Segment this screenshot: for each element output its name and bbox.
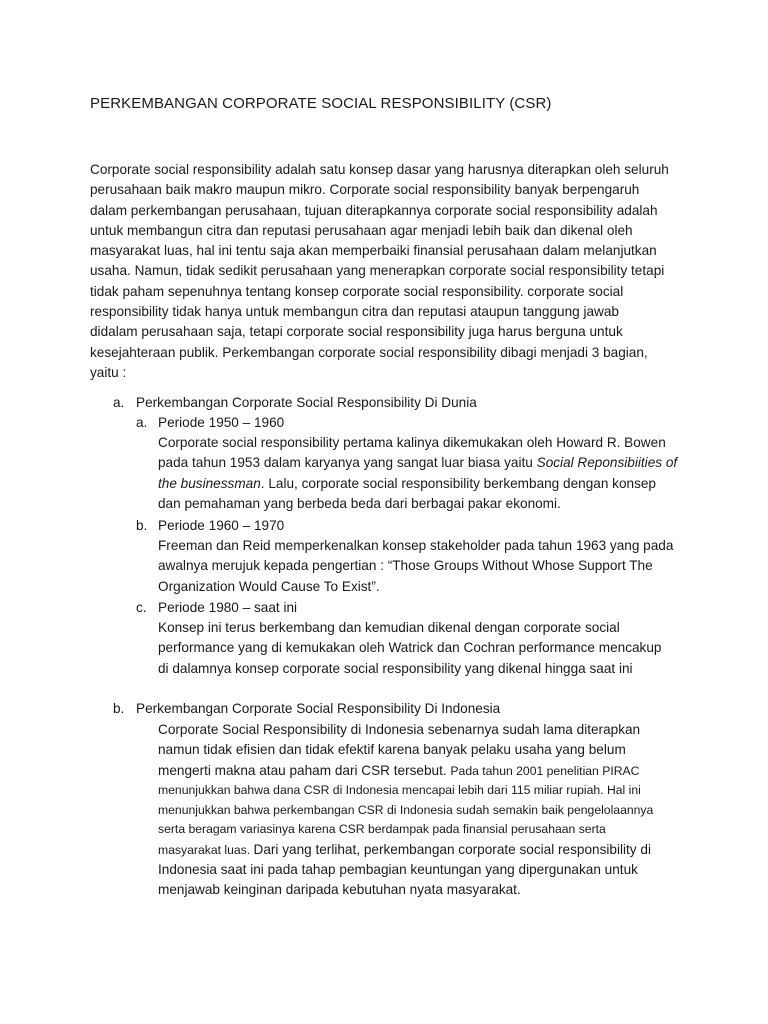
intro-line: tidak paham sepenuhnya tentang konsep corporate social responsibility. corporate social: [90, 283, 624, 299]
period-1-marker: a.: [136, 415, 148, 430]
intro-line: kesejahteraan publik. Perkembangan corporate social responsibility dibagi menjadi 3 bagian,: [90, 344, 648, 360]
intro-line: usaha. Namun, tidak sedikit perusahaan yang menerapkan corporate social responsibility tetapi: [90, 263, 665, 279]
intro-line: didalam perusahaan saja, tetapi corporate social responsibility juga harus berguna untuk: [90, 324, 623, 340]
section-b-line: menunjukkan bahwa dana CSR di Indonesia mencapai lebih dari 115 miliar rupiah. Hal ini: [158, 783, 641, 798]
intro-paragraph: [90, 160, 690, 383]
section-b-marker: b.: [113, 701, 125, 716]
period-1-line: [158, 453, 677, 473]
section-b-line-text: mengerti makna atau paham dari CSR tersebut.: [158, 762, 451, 778]
period-1-body: [158, 433, 677, 514]
section-b-line: namun tidak efisien dan tidak efektif karena banyak pelaku usaha yang belum: [158, 742, 626, 758]
period-2-line: Freeman dan Reid memperkenalkan konsep stakeholder pada tahun 1963 yang pada: [158, 538, 674, 553]
period-1-line: dan pemahaman yang berbeda beda dari berbagai pakar ekonomi.: [158, 495, 561, 511]
period-2-line: Organization Would Cause To Exist”.: [158, 578, 380, 594]
period-3-heading: Periode 1980 – saat ini: [158, 600, 298, 615]
section-b-line: menunjukkan bahwa perkembangan CSR di Indonesia sudah semakin baik pengelolaannya: [158, 802, 654, 817]
period-3-line: Konsep ini terus berkembang dan kemudian dikenal dengan corporate social: [158, 620, 620, 635]
period-3-marker: c.: [136, 600, 147, 615]
section-b-line: [158, 761, 653, 782]
intro-line: perusahaan baik makro maupun mikro. Corporate social responsibility banyak berpengaruh: [90, 182, 640, 198]
period-1-line: [158, 474, 677, 494]
section-b-body: [158, 720, 653, 901]
section-a-marker: a.: [113, 395, 125, 410]
book-title-italic: the businessman: [158, 475, 261, 491]
intro-line: yaitu :: [90, 364, 127, 380]
section-b-line-text-small: masyarakat luas.: [158, 842, 254, 857]
page-title: PERKEMBANGAN CORPORATE SOCIAL RESPONSIBILITY (CSR): [90, 95, 552, 112]
period-3-line: performance yang di kemukakan oleh Watrick dan Cochran performance mencakup: [158, 640, 662, 656]
section-b-line: serta beragam variasinya karena CSR berdampak pada finansial perusahaan serta: [158, 822, 606, 837]
period-2-marker: b.: [136, 518, 148, 533]
section-b-line: [158, 840, 653, 861]
period-1-heading: Periode 1950 – 1960: [158, 415, 285, 430]
section-b-line: Indonesia saat ini pada tahap pembagian keuntungan yang dipergunakan untuk: [158, 862, 638, 878]
intro-line: Corporate social responsibility adalah satu konsep dasar yang harusnya diterapkan oleh seluruh: [90, 162, 669, 177]
book-title-italic: Social Reponsibiities of: [536, 455, 678, 471]
period-2-body: [158, 536, 673, 597]
section-b-line: Corporate Social Responsibility di Indonesia sebenarnya sudah lama diterapkan: [158, 722, 641, 737]
section-b-line-text: Dari yang terlihat, perkembangan corporate social responsibility di: [253, 841, 651, 857]
section-b-line-text-small: Pada tahun 2001 penelitian PIRAC: [450, 763, 640, 778]
intro-line: responsibility tidak hanya untuk membangun citra dan reputasi ataupun tanggung jawab: [90, 304, 619, 320]
intro-line: masyarakat luas, hal ini tentu saja akan memperbaiki finansial perusahaan dalam melanjutkan: [90, 243, 657, 259]
period-1-line-text: . Lalu, corporate social responsibility berkembang dengan konsep: [260, 475, 656, 491]
period-1-line: Corporate social responsibility pertama kalinya dikemukakan oleh Howard R. Bowen: [158, 435, 666, 450]
period-2-line: awalnya merujuk kepada pengertian : “Those Groups Without Whose Support The: [158, 558, 653, 574]
section-b-line: menjawab keinginan daripada kebutuhan nyata masyarakat.: [158, 882, 521, 898]
section-b-heading: Perkembangan Corporate Social Responsibility Di Indonesia: [136, 701, 501, 716]
period-3-line: di dalamnya konsep corporate social responsibility yang dikenal hingga saat ini: [158, 660, 633, 676]
period-3-body: [158, 618, 661, 679]
period-1-line-text: pada tahun 1953 dalam karyanya yang sangat luar biasa yaitu: [158, 455, 537, 471]
period-2-heading: Periode 1960 – 1970: [158, 518, 285, 533]
intro-line: dalam perkembangan perusahaan, tujuan diterapkannya corporate social responsibility adalah: [90, 202, 658, 218]
section-a-heading: Perkembangan Corporate Social Responsibility Di Dunia: [136, 395, 477, 410]
intro-line: untuk membangun citra dan reputasi perusahaan agar menjadi lebih baik dan dikenal oleh: [90, 222, 633, 238]
